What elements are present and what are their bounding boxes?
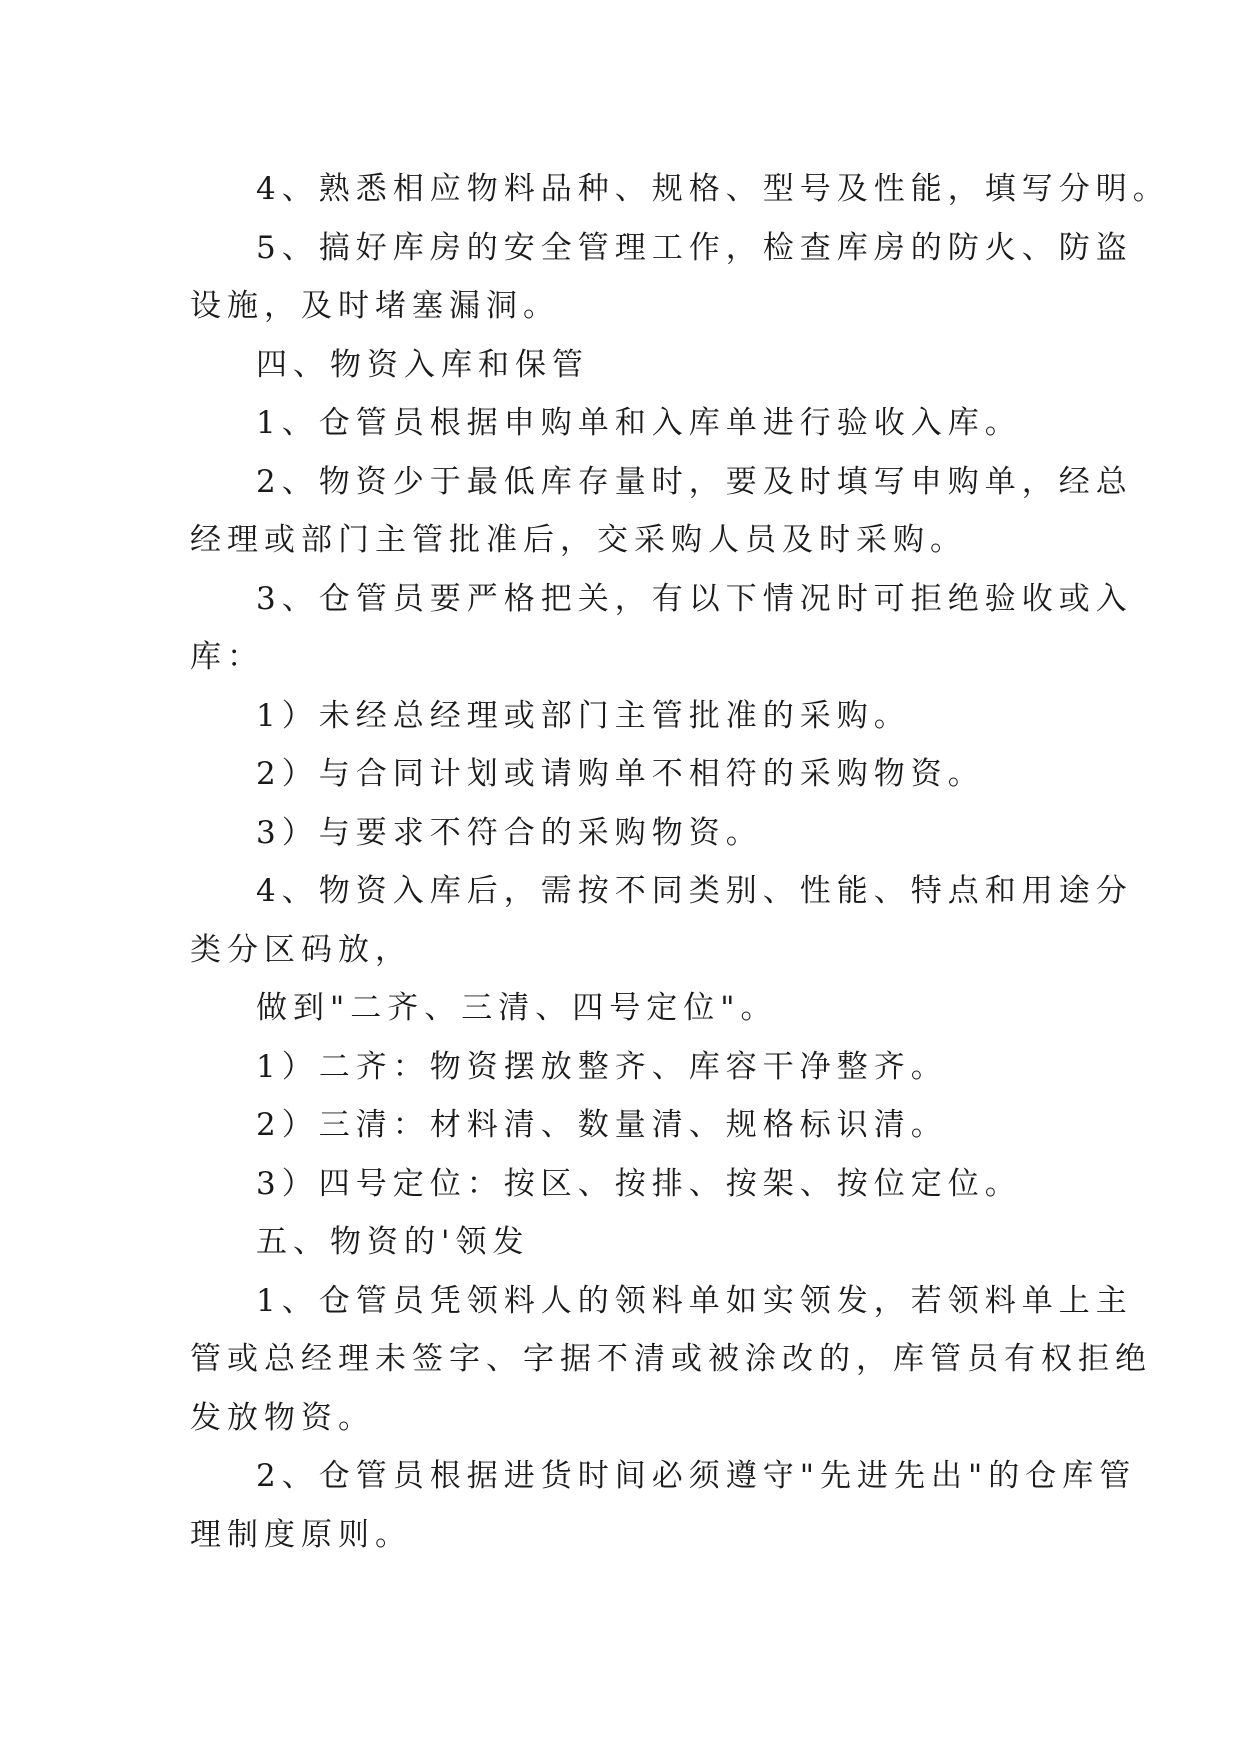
paragraph-line: 5、搞好库房的安全管理工作，检查库房的防火、防盗 xyxy=(256,229,1133,266)
paragraph-line: 4、物资入库后，需按不同类别、性能、特点和用途分 xyxy=(256,873,1133,909)
paragraph-line: 库： xyxy=(190,639,264,675)
list-item: 1）二齐：物资摆放整齐、库容干净整齐。 xyxy=(256,1048,948,1085)
document-body xyxy=(190,160,1170,1564)
paragraph-line: 做到"二齐、三清、四号定位"。 xyxy=(256,990,778,1026)
paragraph-line: 管或总经理未签字、字据不清或被涂改的，库管员有权拒绝 xyxy=(190,1341,1152,1377)
paragraph-line: 4、熟悉相应物料品种、规格、型号及性能，填写分明。 xyxy=(256,171,1170,207)
paragraph-line: 发放物资。 xyxy=(190,1399,375,1436)
paragraph-line: 理制度原则。 xyxy=(190,1516,412,1553)
section-heading: 四、物资入库和保管 xyxy=(256,346,589,383)
paragraph-line: 1、仓管员凭领料人的领料单如实领发，若领料单上主 xyxy=(256,1282,1133,1319)
paragraph-line: 2、物资少于最低库存量时，要及时填写申购单，经总 xyxy=(256,463,1133,500)
list-item: 3）与要求不符合的采购物资。 xyxy=(256,814,763,851)
paragraph-line: 3、仓管员要严格把关，有以下情况时可拒绝验收或入 xyxy=(256,580,1133,617)
paragraph-line: 经理或部门主管批准后，交采购人员及时采购。 xyxy=(190,522,967,558)
paragraph-line: 1、仓管员根据申购单和入库单进行验收入库。 xyxy=(256,405,1022,441)
section-heading: 五、物资的'领发 xyxy=(256,1224,530,1260)
list-item: 2）三清：材料清、数量清、规格标识清。 xyxy=(256,1107,948,1143)
paragraph-line: 设施，及时堵塞漏洞。 xyxy=(190,288,560,324)
paragraph-line: 类分区码放， xyxy=(190,931,412,968)
list-item: 1）未经总经理或部门主管批准的采购。 xyxy=(256,697,911,734)
list-item: 3）四号定位：按区、按排、按架、按位定位。 xyxy=(256,1165,1022,1202)
list-item: 2）与合同计划或请购单不相符的采购物资。 xyxy=(256,756,985,792)
paragraph-line: 2、仓管员根据进货时间必须遵守"先进先出"的仓库管 xyxy=(256,1458,1137,1494)
